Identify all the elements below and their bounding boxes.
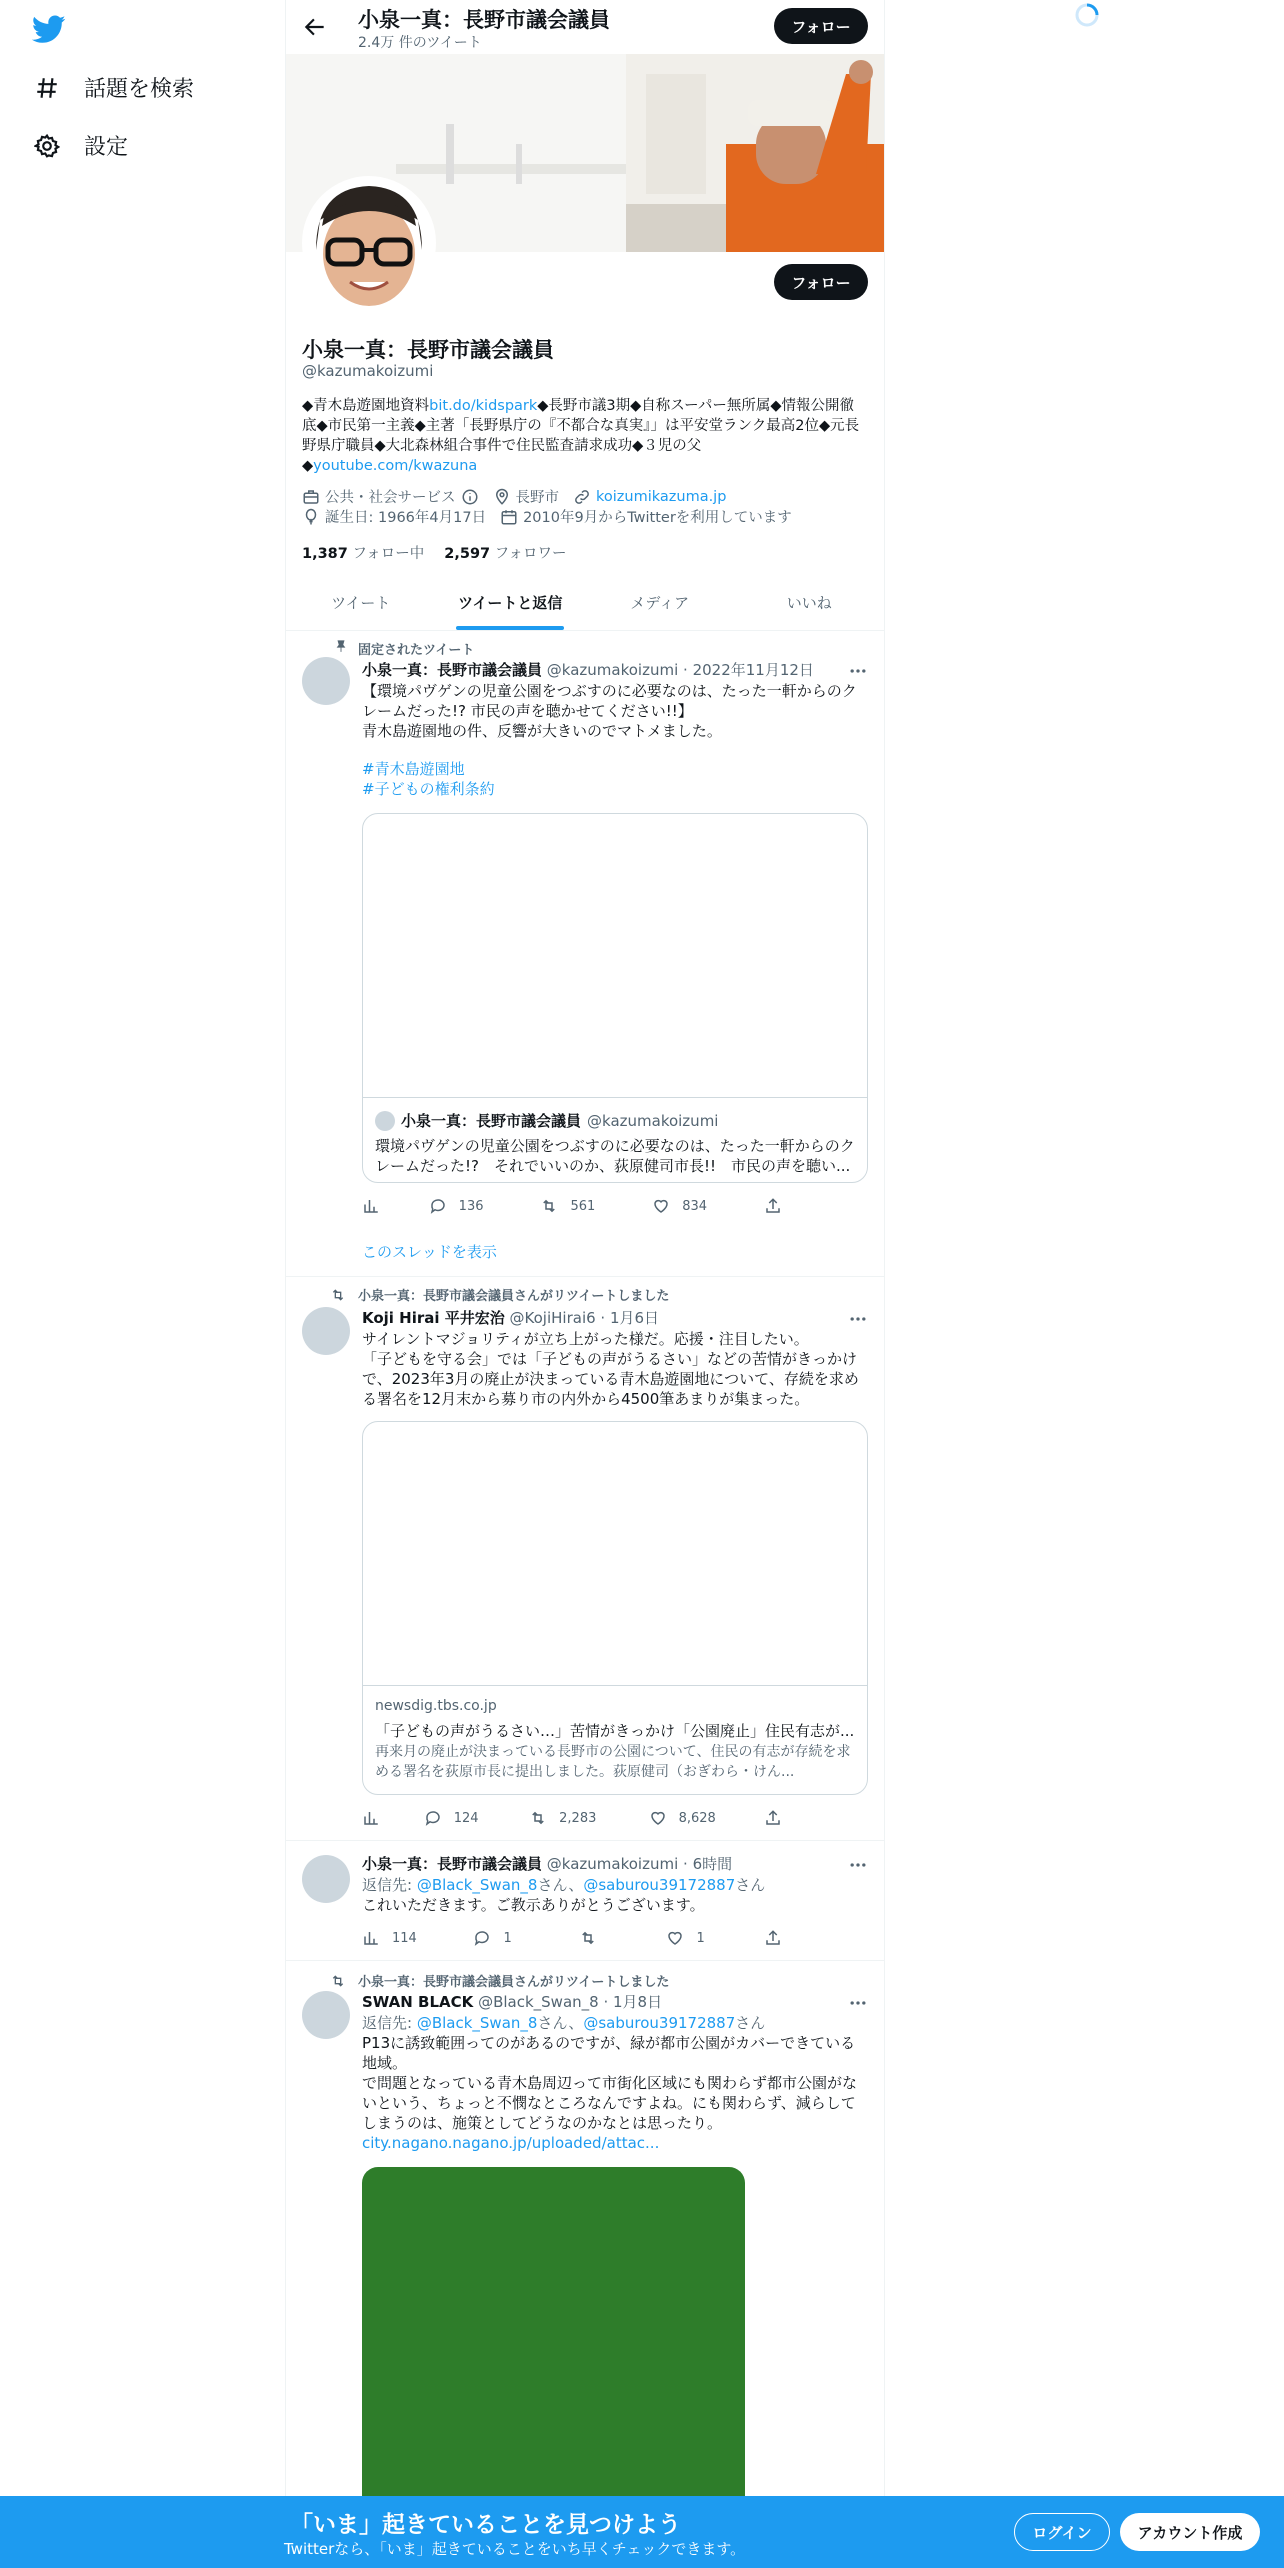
reply-mention[interactable]: @saburou39172887 <box>583 2014 736 2032</box>
bio-link-kidspark[interactable]: bit.do/kidspark <box>429 398 538 414</box>
briefcase-icon <box>302 488 320 506</box>
tweet-date[interactable]: 2022年11月12日 <box>692 661 814 679</box>
header-name: 小泉一真：長野市議会議員 <box>358 8 610 32</box>
pinned-label: 固定されたツイート <box>358 643 475 658</box>
reply-prefix: 返信先: <box>362 1876 417 1894</box>
back-arrow-icon[interactable] <box>302 14 328 40</box>
retweet-button[interactable] <box>540 1197 652 1215</box>
location-pin-icon <box>493 488 511 506</box>
reply-to-line <box>362 1875 870 1895</box>
nav-settings-label: 設定 <box>84 135 129 160</box>
joined-label: 2010年9月からTwitterを利用しています <box>523 510 792 526</box>
reply-separator: さん、 <box>537 2014 584 2032</box>
retweet-icon <box>330 1973 346 1989</box>
share-icon <box>764 1197 782 1215</box>
hashtag-link[interactable]: #青木島遊園地 <box>362 760 465 778</box>
like-button[interactable] <box>652 1197 764 1215</box>
tweet-author-handle[interactable]: @kazumakoizumi <box>546 661 679 679</box>
reply-mention[interactable]: @saburou39172887 <box>583 1876 736 1894</box>
tab-media[interactable]: メディア <box>630 594 690 612</box>
retweet-count: 561 <box>570 1198 596 1214</box>
tab-tweets[interactable]: ツイート <box>331 594 391 612</box>
location-label: 長野市 <box>515 490 559 506</box>
quote-avatar <box>375 1111 395 1131</box>
gear-icon <box>34 133 60 159</box>
nav-explore-label: 話題を検索 <box>84 77 195 102</box>
bio-text: ◆青木島遊園地資料 <box>302 398 430 414</box>
profile-handle: @kazumakoizumi <box>302 362 434 380</box>
tab-likes[interactable]: いいね <box>786 594 832 612</box>
tweet-author-handle[interactable]: @KojiHirai6 <box>509 1309 596 1327</box>
quote-author-handle: @kazumakoizumi <box>587 1111 719 1130</box>
retweet-count: 2,283 <box>559 1810 597 1826</box>
followers-link[interactable] <box>444 542 566 563</box>
like-count: 834 <box>682 1198 708 1214</box>
tweet-date[interactable]: 6時間 <box>692 1855 733 1873</box>
heart-icon <box>666 1929 684 1947</box>
tweet-author-handle[interactable]: @Black_Swan_8 <box>478 1993 599 2011</box>
profile-website[interactable] <box>573 488 726 506</box>
tweet-text: これいただきます。ご教示ありがとうございます。 <box>362 1896 705 1914</box>
retweet-icon <box>330 1287 346 1303</box>
reply-count: 124 <box>453 1810 479 1826</box>
more-options-icon[interactable] <box>848 1855 868 1875</box>
retweet-icon <box>579 1929 597 1947</box>
bio-text: ◆長野市議3期◆自称スーパー無所属◆情報公開徹底◆市民第一主義◆主著「長野県庁の『不都合な真実』」は平安堂ランク最高2位◆元長野県庁職員◆大北森林組合事件で住民監査請求成功◆３児の父◆ <box>302 398 860 474</box>
share-button[interactable] <box>764 1197 782 1215</box>
views-button[interactable] <box>362 1197 429 1215</box>
like-count: 8,628 <box>678 1810 716 1826</box>
avatar-photo <box>306 180 432 306</box>
like-button[interactable] <box>649 1809 764 1827</box>
tweet-text: P13に誘致範囲ってのがあるのですが、緑が都市公園がカバーできている地域。 で問題となっている青木島周辺って市街化区域にも関わらず都市公園がないという、ちょっと不憫なところなんですよね。にも関わらず、減らしてしまうのは、施策としてどうなのかなとは思ったり。 <box>362 2034 858 2132</box>
followers-count: 2,597 <box>444 546 491 562</box>
reply-suffix: さん <box>735 1876 766 1894</box>
retweet-button[interactable] <box>579 1929 667 1947</box>
profile-column <box>285 0 885 2568</box>
tweet-avatar[interactable] <box>302 657 350 705</box>
like-count: 1 <box>696 1930 705 1946</box>
reply-separator: さん、 <box>537 1876 584 1894</box>
quote-tweet-card[interactable] <box>362 813 868 1183</box>
share-button[interactable] <box>764 1809 782 1827</box>
tweet-avatar[interactable] <box>302 1855 350 1903</box>
reply-icon <box>429 1197 447 1215</box>
analytics-icon <box>362 1197 380 1215</box>
tweet-retweeted[interactable] <box>286 1277 884 1841</box>
profile-avatar[interactable] <box>302 176 436 310</box>
more-options-icon[interactable] <box>848 661 868 681</box>
following-count: 1,387 <box>302 546 348 562</box>
tweet-author-name[interactable]: SWAN BLACK <box>362 1993 474 2011</box>
pin-icon <box>334 639 348 653</box>
nav-settings[interactable] <box>34 130 128 161</box>
reply-count: 1 <box>503 1930 512 1946</box>
header-follow-button[interactable]: フォロー <box>774 8 868 44</box>
tweet-author-name[interactable]: 小泉一真：長野市議会議員 <box>362 661 543 679</box>
profile-joined <box>500 506 792 527</box>
tweet-actions <box>362 1809 782 1827</box>
loading-spinner-icon <box>1074 2 1100 28</box>
twitter-bird-icon[interactable] <box>32 12 66 46</box>
tweet-avatar[interactable] <box>302 1991 350 2039</box>
reply-to-line <box>362 2013 870 2033</box>
more-options-icon[interactable] <box>848 1309 868 1329</box>
birthday-label: 誕生日: 1966年4月17日 <box>325 510 487 526</box>
login-button[interactable]: ログイン <box>1014 2513 1110 2551</box>
analytics-icon <box>362 1929 380 1947</box>
tweet-header: Koji Hirai 平井宏治 @KojiHirai6 · 1月6日 <box>362 1309 660 1327</box>
signup-banner <box>0 2496 1284 2568</box>
reply-mention[interactable]: @Black_Swan_8 <box>416 2014 538 2032</box>
tweet-retweeted[interactable] <box>286 1961 884 2568</box>
link-card[interactable] <box>362 1421 868 1795</box>
reply-mention[interactable]: @Black_Swan_8 <box>416 1876 538 1894</box>
profile-follow-button[interactable]: フォロー <box>774 264 868 300</box>
profile-tabs <box>286 578 884 631</box>
tweet-author-handle[interactable]: @kazumakoizumi <box>546 1855 679 1873</box>
profile-meta-row <box>302 486 726 507</box>
calendar-icon <box>500 508 518 526</box>
like-button[interactable] <box>666 1929 764 1947</box>
signup-banner-subtitle: Twitterなら、「いま」起きていることをいち早くチェックできます。 <box>284 2540 746 2558</box>
quote-header <box>375 1110 718 1131</box>
quote-author-name: 小泉一真：長野市議会議員 <box>401 1112 582 1130</box>
reply-button[interactable] <box>424 1809 529 1827</box>
profile-location <box>493 486 560 507</box>
views-button[interactable] <box>362 1809 424 1827</box>
reply-button[interactable] <box>473 1929 578 1947</box>
profile-meta-row-2 <box>302 506 792 527</box>
retweet-context[interactable]: 小泉一真：長野市議会議員さんがリツイートしました <box>358 1975 670 1990</box>
tweet-date[interactable]: 1月8日 <box>613 1993 663 2011</box>
link-icon <box>573 488 591 506</box>
heart-icon <box>652 1197 670 1215</box>
following-link[interactable] <box>302 542 424 563</box>
view-count: 114 <box>392 1930 417 1946</box>
balloon-icon <box>302 508 320 526</box>
website-link[interactable]: koizumikazuma.jp <box>596 488 727 505</box>
link-card-domain: newsdig.tbs.co.jp <box>375 1698 497 1714</box>
link-card-title: 「子どもの声がうるさい…」苦情がきっかけ「公園廃止」住民有志が... <box>375 1722 855 1740</box>
show-thread-link[interactable]: このスレッドを表示 <box>362 1243 497 1261</box>
nav-explore[interactable] <box>34 72 194 103</box>
hashtag-icon <box>34 75 60 101</box>
tweet-date[interactable]: 1月6日 <box>609 1309 660 1327</box>
tweet-actions <box>362 1197 782 1215</box>
tweet-author-name[interactable]: 小泉一真：長野市議会議員 <box>362 1855 543 1873</box>
quote-text: 環境パヴゲンの児童公園をつぶすのに必要なのは、たった一軒からのクレームだった!? それでいいのか、荻原健司市長!! 市民の声を聴い... <box>375 1137 855 1175</box>
tweet-header: 小泉一真：長野市議会議員 @kazumakoizumi · 6時間 <box>362 1855 733 1873</box>
link-card-image <box>363 1422 867 1686</box>
follow-stats <box>302 542 567 563</box>
profile-name: 小泉一真：長野市議会議員 <box>302 338 554 362</box>
hashtag-link[interactable]: #子どもの権利条約 <box>362 780 495 798</box>
retweet-button[interactable] <box>529 1809 648 1827</box>
profile-birthday <box>302 506 486 527</box>
tweet-header: SWAN BLACK @Black_Swan_8 · 1月8日 <box>362 1993 663 2011</box>
following-label: フォロー中 <box>352 546 425 562</box>
reply-icon <box>473 1929 491 1947</box>
reply-suffix: さん <box>735 2014 766 2032</box>
retweet-context[interactable]: 小泉一真：長野市議会議員さんがリツイートしました <box>358 1289 670 1304</box>
followers-label: フォロワー <box>494 546 567 562</box>
retweet-icon <box>529 1809 547 1827</box>
tweet-text: サイレントマジョリティが立ち上がった様だ。応援・注目したい。 「子どもを守る会」では「子どもの声がうるさい」などの苦情がきっかけで、2023年3月の廃止が決まっている青木島遊園地について、存続を求める署名を12月末から募り市の内外から4500筆あまりが集まった。 <box>362 1330 859 1408</box>
tab-tweets-and-replies[interactable]: ツイートと返信 <box>436 578 586 630</box>
tweet-pinned[interactable] <box>286 631 884 1277</box>
info-icon[interactable] <box>461 488 479 506</box>
bio-link-youtube[interactable]: youtube.com/kwazuna <box>313 458 478 474</box>
profile-bio <box>302 396 868 476</box>
link-card-description: 再来月の廃止が決まっている長野市の公園について、住民の有志が存続を求める署名を荻原市長に提出しました。荻原健司（おぎわら・けん... <box>375 1744 851 1780</box>
reply-icon <box>424 1809 442 1827</box>
tweet-text: 【環境パヴゲンの児童公園をつぶすのに必要なのは、たった一軒からのクレームだった!? 市民の声を聴かせてください!!】 青木島遊園地の件、反響が大きいのでマトメました。 <box>362 682 857 740</box>
quote-media-placeholder <box>363 814 867 1098</box>
share-icon <box>764 1809 782 1827</box>
reply-count: 136 <box>458 1198 484 1214</box>
heart-icon <box>649 1809 667 1827</box>
header-tweet-count: 2.4万 件のツイート <box>358 35 482 51</box>
signup-button[interactable]: アカウント作成 <box>1120 2513 1260 2551</box>
analytics-icon <box>362 1809 380 1827</box>
tweet-link[interactable]: city.nagano.nagano.jp/uploaded/attac... <box>362 2134 660 2152</box>
tweet-author-name[interactable]: Koji Hirai 平井宏治 <box>362 1309 505 1327</box>
more-options-icon[interactable] <box>848 1993 868 2013</box>
reply-prefix: 返信先: <box>362 2014 417 2032</box>
signup-banner-title: 「いま」起きていることを見つけよう <box>290 2512 681 2538</box>
views-button[interactable] <box>362 1929 473 1947</box>
tweet-avatar[interactable] <box>302 1307 350 1355</box>
tweet-header: 小泉一真：長野市議会議員 @kazumakoizumi · 2022年11月12日 <box>362 661 814 679</box>
share-button[interactable] <box>764 1929 782 1947</box>
profile-category <box>302 486 479 507</box>
profile-header <box>286 0 884 54</box>
retweet-icon <box>540 1197 558 1215</box>
reply-button[interactable] <box>429 1197 541 1215</box>
tweet-actions <box>362 1929 782 1947</box>
category-label: 公共・社会サービス <box>325 490 456 506</box>
share-icon <box>764 1929 782 1947</box>
tweet-reply[interactable] <box>286 1841 884 1961</box>
